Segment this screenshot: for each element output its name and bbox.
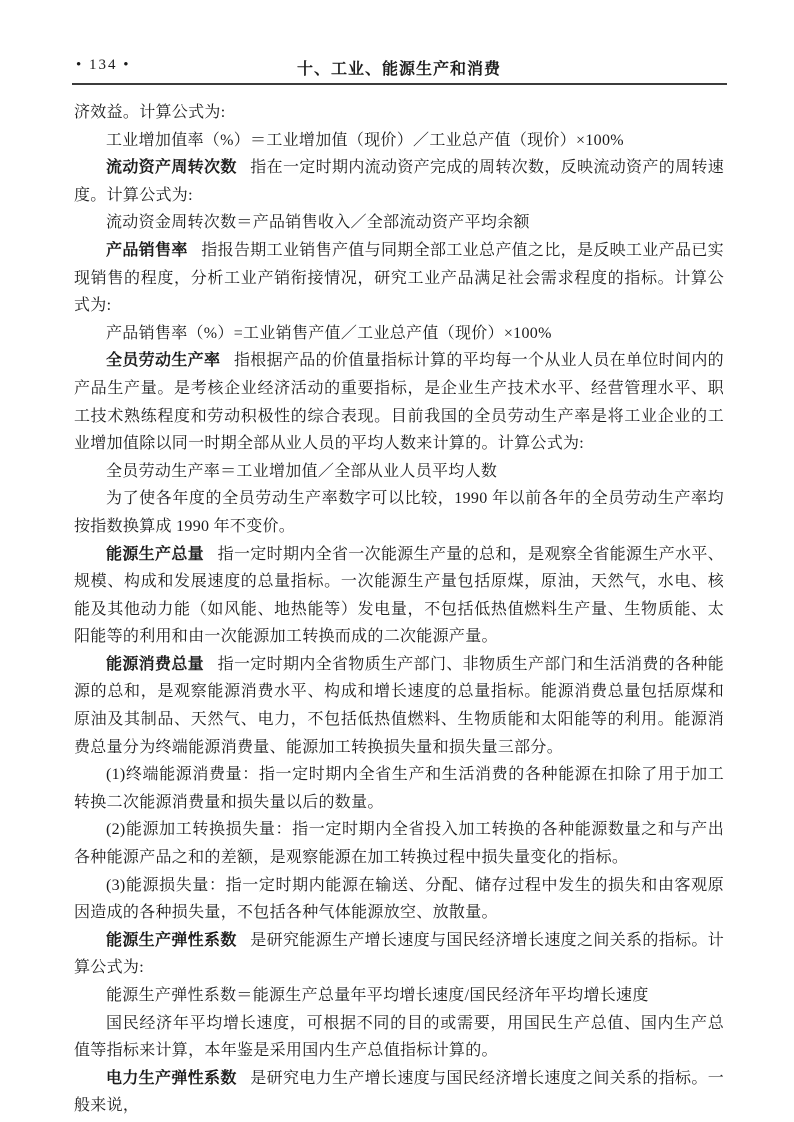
paragraph-total-energy-production [74, 541, 724, 651]
paragraph-text: 指根据产品的价值量指标计算的平均每一个从业人员在单位时间内的产品生产量。是考核企业经济活动的重要指标，是企业生产技术水平、经营管理水平、职工技术熟练程度和劳动积极性的综合表现。目前我国的全员劳动生产率是将工业企业的工业增加值除以同一时期全部从业人员的平均人数来计算的。计算公式为: [74, 352, 724, 453]
list-item-conversion-loss: (2)能源加工转换损失量：指一定时期内全省投入加工转换的各种能源数量之和与产出各种能源产品之和的差额，是观察能源在加工转换过程中损失量变化的指标。 [74, 821, 724, 867]
paragraph-text: 指报告期工业销售产值与同期全部工业总产值之比，是反映工业产品已实现销售的程度，分析工业产销衔接情况，研究工业产品满足社会需求程度的指标。计算公式为: [74, 241, 724, 315]
paragraph-text: 指一定时期内全省一次能源生产量的总和，是观察全省能源生产水平、规模、构成和发展速度的总量指标。一次能源生产量包括原煤，原油，天然气，水电、核能及其他动力能（如风能、地热能等）发电量，不包括低热值燃料生产量、生物质能、太阳能等的利用和由一次能源加工转换而成的二次能源产量。 [74, 545, 724, 646]
paragraph-1990-constant-price: 为了使各年度的全员劳动生产率数字可以比较，1990 年以前各年的全员劳动生产率均按指数换算成 1990 年不变价。 [74, 490, 724, 535]
paragraph-text: 指一定时期内全省物质生产部门、非物质生产部门和生活消费的各种能源的总和，是观察能源消费水平、构成和增长速度的总量指标。能源消费总量包括原煤和原油及其制品、天然气、电力，不包括低热值燃料、生物质能和太阳能等的利用。能源消费总量分为终端能源消费量、能源加工转换损失量和损失量三部分。 [74, 655, 724, 756]
list-item-final-energy-consumption: (1)终端能源消费量：指一定时期内全省生产和生活消费的各种能源在扣除了用于加工转换二次能源消费量和损失量以后的数量。 [74, 766, 724, 811]
paragraph-text: 是研究能源生产增长速度与国民经济增长速度之间关系的指标。计算公式为: [74, 931, 725, 977]
paragraph-total-energy-consumption [74, 651, 724, 761]
chapter-title: 十、工业、能源生产和消费 [296, 61, 501, 78]
paragraph-national-economy-growth: 国民经济年平均增长速度，可根据不同的目的或需要，用国民生产总值、国内生产总值等指标来计算，本年鉴是采用国内生产总值指标计算的。 [74, 1014, 724, 1060]
term-label: 产品销售率 [106, 241, 188, 259]
page-number: • 134 • [76, 57, 131, 73]
paragraph-electricity-production-elasticity [74, 1065, 724, 1120]
paragraph-current-asset-turnover [74, 154, 724, 209]
formula-product-sales-rate: 产品销售率（%）=工业销售产值／工业总产值（现价）×100% [106, 324, 552, 342]
paragraph-energy-production-elasticity [74, 927, 724, 982]
paragraph-continuation: 济效益。计算公式为: [74, 104, 226, 121]
header-rule [72, 83, 727, 85]
term-label: 能源生产总量 [106, 545, 205, 563]
page-content [74, 99, 724, 1120]
formula-overall-labor-productivity: 全员劳动生产率＝工业增加值／全部从业人员平均人数 [106, 462, 498, 480]
paragraph-product-sales-rate [74, 237, 724, 320]
paragraph-text: 指在一定时期内流动资产完成的周转次数，反映流动资产的周转速度。计算公式为: [74, 159, 725, 204]
formula-industrial-value-added-rate: 工业增加值率（%）＝工业增加值（现价）／工业总产值（现价）×100% [106, 131, 624, 149]
formula-energy-production-elasticity: 能源生产弹性系数＝能源生产总量年平均增长速度/国民经济年平均增长速度 [106, 987, 649, 1004]
term-label: 电力生产弹性系数 [106, 1069, 237, 1087]
page-header [74, 56, 724, 78]
list-item-energy-loss: (3)能源损失量：指一定时期内能源在输送、分配、储存过程中发生的损失和由客观原因造成的各种损失量，不包括各种气体能源放空、放散量。 [74, 876, 724, 922]
term-label: 能源生产弹性系数 [106, 931, 237, 949]
term-label: 能源消费总量 [106, 655, 205, 673]
term-label: 全员劳动生产率 [106, 352, 221, 370]
term-label: 流动资产周转次数 [106, 159, 237, 177]
paragraph-overall-labor-productivity [74, 347, 724, 457]
paragraph-text: 是研究电力生产增长速度与国民经济增长速度之间关系的指标。一般来说， [74, 1069, 725, 1115]
formula-current-asset-turnover: 流动资金周转次数＝产品销售收入／全部流动资产平均余额 [106, 214, 530, 232]
